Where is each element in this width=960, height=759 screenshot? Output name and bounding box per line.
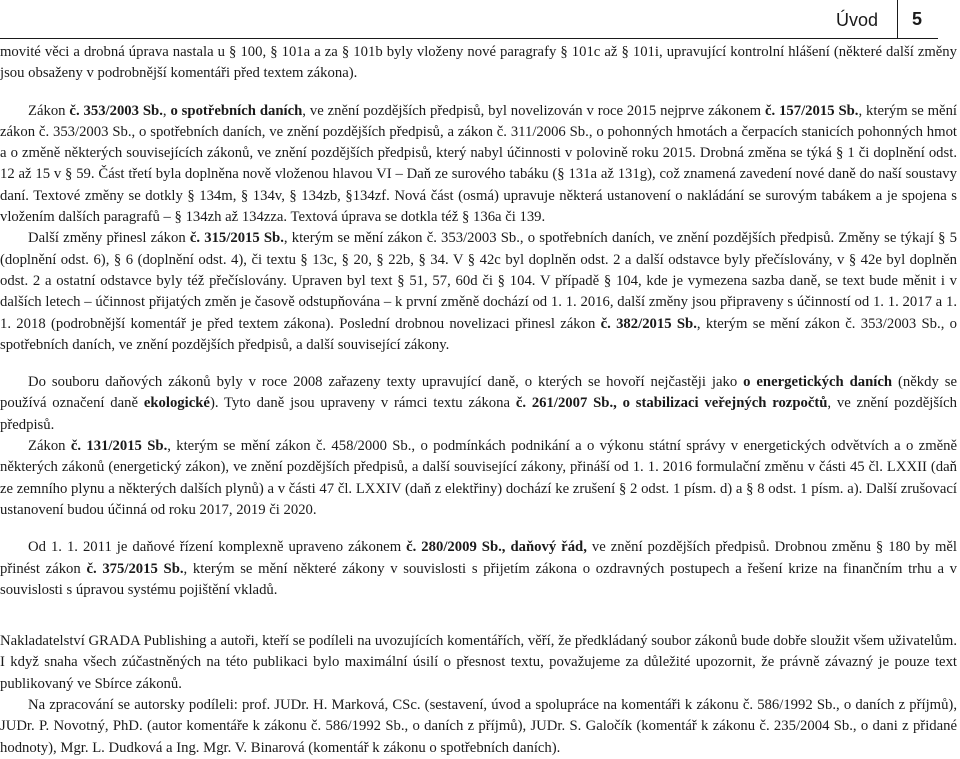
bold-text-run: č. 280/2009 Sb., daňový řád, — [406, 539, 587, 556]
text-run: , kterým se mění zákon č. 353/2003 Sb., o spotřebních daních, ve znění pozdějších předpisů, a další související zákony. — [0, 315, 958, 353]
text-run: ve znění pozdějších předpisů. Drobnou změnu § 180 by měl přinést zákon — [0, 539, 957, 577]
bold-text-run: č. 261/2007 Sb., o stabilizaci veřejných rozpočtů — [515, 395, 828, 412]
bold-text-run: č. 157/2015 Sb. — [764, 102, 859, 119]
text-run: Nakladatelství GRADA Publishing a autoři, kteří se podíleli na uvozujících komentářích, věří, že předkládaný soubor zákonů bude dobře sloužit všem uživatelům. I když snaha všech zúčastněných na této publikaci bylo maximální úsilí o přesnost textu, považujeme za důležité upozornit, že právně závazný je pouze text publikovaný ve Sbírce zákonů. — [0, 633, 957, 692]
text-run: Od 1. 1. 2011 je daňové řízení komplexně upraveno zákonem — [28, 539, 407, 556]
text-run: , kterým se mění některé zákony v souvislosti s přijetím zákona o ozdravných postupech a řešení krize na finančním trhu a v souvislosti s úpravou systému pojištění vkladů. — [0, 560, 958, 598]
bold-text-run: č. 315/2015 Sb. — [189, 230, 284, 247]
bold-text-run: č. 375/2015 Sb. — [86, 560, 184, 577]
document-body — [0, 42, 957, 759]
text-run: , kterým se mění zákon č. 458/2000 Sb., o podmínkách podnikání a o výkonu státní správy v energetických odvětvích a o změně některých zákonů (energetický zákon), ve znění pozdějších předpisů, a další související zákony, přináší od 1. 1. 2016 formulační změnu v části 45 čl. LXXII (daň ze zemního plynu a některých dalších plynů) a v části 47 čl. LXXIV (daň z elektřiny) dochází ke zrušení § 2 odst. 1 písm. d) a § 8 odst. 1 písm. a). Další zrušovací ustanovení budou účinná od roku 2017, 2019 či 2020. — [0, 438, 957, 518]
running-header-title: Úvod — [835, 10, 878, 30]
text-run: Na zpracování se autorsky podíleli: prof. JUDr. H. Marková, CSc. (sestavení, úvod a spolupráce na komentáři k zákonu č. 586/1992 Sb., o daních z příjmů), JUDr. P. Novotný, PhD. (autor komentáře k zákonu č. 586/1992 Sb., o daních z příjmů), JUDr. S. Galočík (komentář k zákonu č. 235/2004 Sb., o dani z přidané hodnoty), Mgr. L. Dudková a Ing. Mgr. V. Binarová (komentář k zákonu o spotřebních daních). — [0, 697, 957, 756]
paragraph-p4 — [0, 372, 957, 436]
text-run: ). Tyto daně jsou upraveny v rámci textu zákona — [209, 395, 516, 412]
paragraph-p8 — [0, 695, 957, 759]
paragraph-p6 — [0, 537, 957, 601]
bold-text-run: č. 382/2015 Sb. — [600, 315, 697, 332]
text-run: Do souboru daňových zákonů byly v roce 2008 zařazeny texty upravující daně, o kterých se hovoří nejčastěji jako — [28, 374, 744, 391]
bold-text-run: č. 131/2015 Sb. — [70, 438, 168, 455]
paragraph-p7 — [0, 631, 957, 695]
bold-text-run: o spotřebních daních — [170, 102, 303, 119]
text-run: , kterým se mění zákon č. 353/2003 Sb., o spotřebních daních, ve znění pozdějších předpisů, a zákon č. 311/2006 Sb., o pohonných hmotách a čerpacích stanicích pohonných hmot a o změně některých souvisejících zákonů, ve znění pozdějších předpisů, který nabyl účinnosti v polovině roku 2015. Drobná změna se týká § 1 či doplnění odst. 12 až 15 v § 59. Část třetí byla doplněna nově vloženou hlavou VI – Daň ze surového tabáku (§ 131a až 131g), což znamená zavedení nové daně do naší soustavy daní. Textové změny se dotkly § 134m, § 134v, § 134zb, §134zf. Nová část (osmá) upravuje některá ustanovení o nakládání se surovým tabákem a je spojena s vložením dalších paragrafů – § 134zh až 134zza. Textová úprava se dotkla též § 136a či 139. — [0, 102, 958, 226]
text-run: , kterým se mění zákon č. 353/2003 Sb., o spotřebních daních, ve znění pozdějších předpisů. Změny se týkají § 5 (doplnění odst. 6), § 6 (doplnění odst. 4), či textu § 13c, § 20, § 22b, § 34. V § 42c byl doplněn odst. 2 a další odstavce byly přečíslovány, v § 42e byl doplněn odst. 2 a ostatní odstavce byly též přečíslovány. Upraven byl text § 51, 57, 60d či § 104. V případě § 104, kde je vymezena sazba daně, se text bude měnit i v dalších letech – účinnost přijatých změn je časově odstupňována – k první změně dochází od 1. 1. 2016, další změny jsou připraveny s účinností od 1. 1. 2017 a 1. 1. 2018 (podrobnější komentář je před textem zákona). Poslední drobnou novelizaci přinesl zákon — [0, 230, 957, 332]
text-run: movité věci a drobná úprava nastala u § 100, § 101a a za § 101b byly vloženy nové paragrafy § 101c až § 101i, upravující kontrolní hlášení (některé další změny jsou obsaženy v podrobnější komentáři před textem zákona). — [0, 44, 957, 82]
paragraph-p1 — [0, 42, 957, 85]
bold-text-run: č. 353/2003 Sb. — [69, 102, 163, 119]
paragraph-p2 — [0, 101, 957, 229]
bold-text-run: ekologické — [143, 395, 210, 412]
bold-text-run: o energetických daních — [743, 374, 893, 391]
text-run: Další změny přinesl zákon — [28, 230, 190, 247]
paragraph-p3 — [0, 228, 957, 356]
page-number: 5 — [912, 9, 923, 29]
paragraph-p5 — [0, 436, 957, 521]
header-divider — [897, 0, 898, 39]
text-run: (někdy se používá označení daně — [0, 374, 957, 412]
text-run: , ve znění pozdějších předpisů, byl novelizován v roce 2015 nejprve zákonem — [302, 102, 765, 119]
header-rule — [0, 38, 938, 39]
text-run: Zákon — [28, 102, 70, 119]
text-run: , ve znění pozdějších předpisů. — [0, 395, 957, 433]
text-run: Zákon — [28, 438, 71, 455]
text-run: , — [162, 102, 171, 119]
